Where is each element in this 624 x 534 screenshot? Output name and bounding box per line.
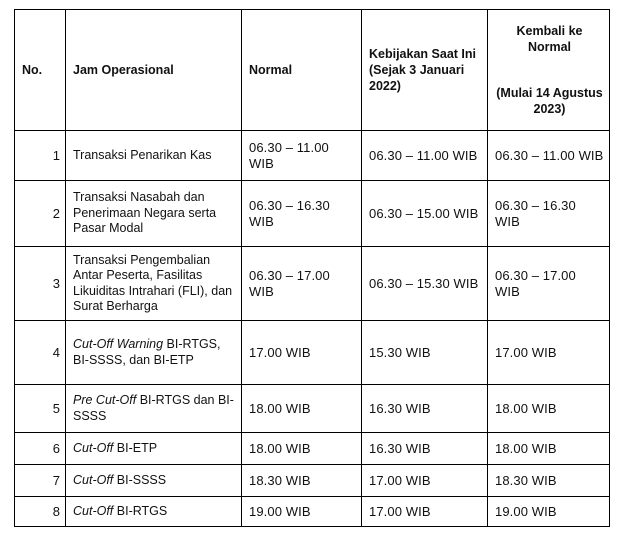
cell-normal: 18.00 WIB [242, 385, 362, 433]
cell-normal: 17.00 WIB [242, 321, 362, 385]
cell-kebijakan: 16.30 WIB [362, 385, 488, 433]
header-normal: Normal [242, 10, 362, 131]
row-label-italic: Cut-Off [73, 503, 114, 518]
cell-kembali: 17.00 WIB [488, 321, 610, 385]
table-row [15, 321, 610, 385]
header-kembali-ke-normal [488, 10, 610, 131]
row-label-italic: Pre Cut-Off [73, 393, 137, 407]
cell-kebijakan: 06.30 – 15.30 WIB [362, 247, 488, 321]
header-kembali-title: Kembali ke Normal [516, 24, 583, 54]
cell-kebijakan: 16.30 WIB [362, 433, 488, 465]
row-number: 4 [15, 321, 66, 385]
cell-normal: 06.30 – 16.30 WIB [242, 181, 362, 247]
table-row [15, 465, 610, 497]
cell-kebijakan: 15.30 WIB [362, 321, 488, 385]
cell-kembali: 18.30 WIB [488, 465, 610, 497]
row-label [66, 497, 242, 527]
table-row [15, 131, 610, 181]
cell-kembali: 18.00 WIB [488, 433, 610, 465]
table-row [15, 247, 610, 321]
row-number: 7 [15, 465, 66, 497]
row-label [66, 385, 242, 433]
cell-kebijakan: 17.00 WIB [362, 497, 488, 527]
row-number: 8 [15, 497, 66, 527]
cell-kembali: 06.30 – 17.00 WIB [488, 247, 610, 321]
row-number: 5 [15, 385, 66, 433]
cell-normal: 18.00 WIB [242, 433, 362, 465]
row-label-italic: Cut-Off Warning [73, 337, 164, 351]
cell-kembali: 06.30 – 16.30 WIB [488, 181, 610, 247]
table-header-row [15, 10, 610, 131]
cell-normal: 19.00 WIB [242, 497, 362, 527]
header-jam-operasional: Jam Operasional [66, 10, 242, 131]
header-no: No. [15, 10, 66, 131]
operational-hours-table [14, 9, 610, 527]
cell-kembali: 19.00 WIB [488, 497, 610, 527]
cell-kebijakan: 06.30 – 11.00 WIB [362, 131, 488, 181]
table-row [15, 433, 610, 465]
row-label-rest: BI-RTGS [113, 503, 168, 518]
cell-kebijakan: 17.00 WIB [362, 465, 488, 497]
row-label: Transaksi Nasabah dan Penerimaan Negara serta Pasar Modal [66, 181, 242, 247]
cell-normal: 18.30 WIB [242, 465, 362, 497]
row-label-italic: Cut-Off [73, 440, 114, 455]
row-label: Transaksi Penarikan Kas [66, 131, 242, 181]
row-number: 2 [15, 181, 66, 247]
row-label: Transaksi Pengembalian Antar Peserta, Fasilitas Likuiditas Intrahari (FLI), dan Surat Berharga [66, 247, 242, 321]
row-label [66, 433, 242, 465]
table-row [15, 385, 610, 433]
cell-kembali: 18.00 WIB [488, 385, 610, 433]
cell-kebijakan: 06.30 – 15.00 WIB [362, 181, 488, 247]
row-label [66, 321, 242, 385]
row-label [66, 465, 242, 497]
header-kembali-subtitle: (Mulai 14 Agustus 2023) [496, 86, 603, 116]
row-label-rest: BI-SSSS [113, 472, 167, 487]
row-number: 6 [15, 433, 66, 465]
row-label-rest: BI-RTGS dan BI-SSSS [73, 393, 234, 423]
cell-normal: 06.30 – 17.00 WIB [242, 247, 362, 321]
row-number: 1 [15, 131, 66, 181]
row-label-rest: BI-ETP [113, 440, 158, 455]
table-row [15, 497, 610, 527]
row-number: 3 [15, 247, 66, 321]
row-label-rest: BI-RTGS, BI-SSSS, dan BI-ETP [73, 337, 221, 367]
header-kebijakan: Kebijakan Saat Ini (Sejak 3 Januari 2022) [362, 10, 488, 131]
table-row [15, 181, 610, 247]
cell-normal: 06.30 – 11.00 WIB [242, 131, 362, 181]
cell-kembali: 06.30 – 11.00 WIB [488, 131, 610, 181]
row-label-italic: Cut-Off [73, 472, 114, 487]
